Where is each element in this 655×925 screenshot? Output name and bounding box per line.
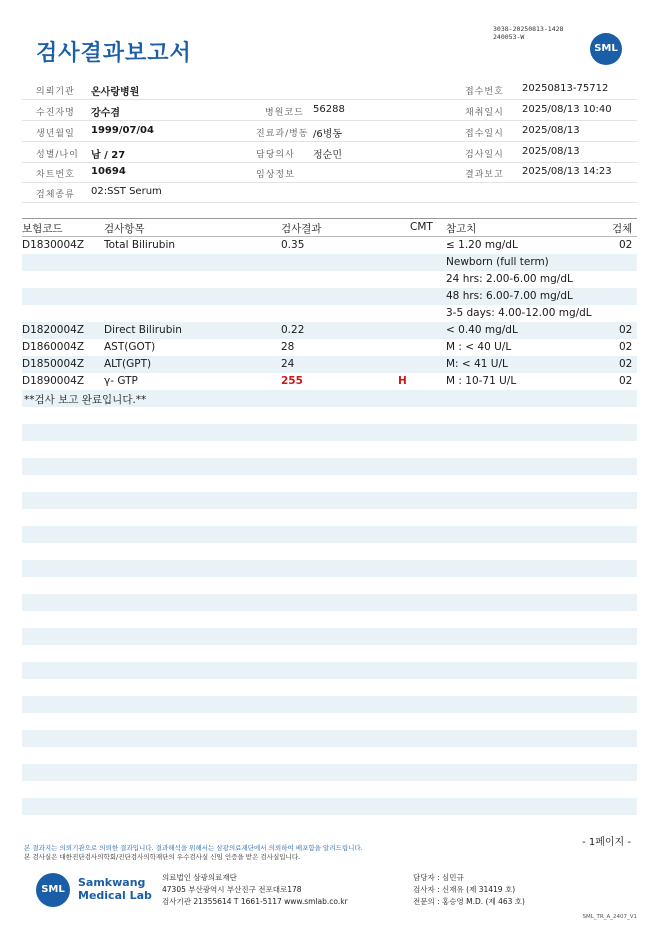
empty-row [22,526,637,543]
table-row [22,373,637,390]
completion-note: **검사 보고 완료입니다.** [24,394,147,406]
info-label: 임상정보 [256,170,295,180]
empty-row [22,458,637,475]
company-name [78,876,152,902]
info-value: 02:SST Serum [91,186,162,197]
info-value: 강수겸 [91,108,120,119]
info-label: 의뢰기관 [36,87,75,97]
table-row [22,271,637,288]
cell-reference: 3-5 days: 4.00-12.00 mg/dL [446,307,592,319]
empty-row [22,628,637,645]
info-value: 정순민 [313,150,342,161]
info-row [22,121,637,142]
info-label: 결과보고 [465,170,504,180]
column-header-reference: 참고치 [446,223,477,235]
cell-reference: 48 hrs: 6.00-7.00 mg/dL [446,290,573,302]
empty-row [22,560,637,577]
cell-cmt-flag: H [398,375,407,387]
cell-reference: < 0.40 mg/dL [446,324,518,336]
info-label: 차트번호 [36,170,75,180]
cell-item: Direct Bilirubin [104,324,182,336]
document-code-line-2: 240053-W [493,33,525,41]
cell-specimen: 02 [619,341,633,353]
page-title: 검사결과보고서 [36,41,192,66]
cell-reference: ≤ 1.20 mg/dL [446,239,518,251]
empty-row [22,424,637,441]
info-value: 남 / 27 [91,150,126,161]
info-row [22,162,637,183]
cell-result: 0.22 [281,324,305,336]
column-header-specimen: 검체 [612,223,633,235]
cell-specimen: 02 [619,375,633,387]
info-label: 성별/나이 [36,150,79,160]
sml-logo-icon: SML [36,873,70,907]
cell-item: γ- GTP [104,375,138,387]
column-header-cmt: CMT [410,221,433,233]
cell-reference: M : < 40 U/L [446,341,512,353]
cell-reference: M: < 41 U/L [446,358,508,370]
info-label: 병원코드 [265,108,304,118]
info-row [22,182,637,203]
table-row [22,339,637,356]
org-address: 47305 부산광역시 부산진구 전포대로178 [162,885,302,894]
cell-reference: Newborn (full term) [446,256,549,268]
info-row [22,79,637,100]
info-row [22,100,637,121]
info-label: 접수일시 [465,129,504,139]
org-name: 의료법인 삼광의료재단 [162,873,237,882]
completion-row [22,390,637,407]
table-row [22,322,637,339]
info-value: 2025/08/13 14:23 [522,166,612,177]
info-value: 56288 [313,104,345,115]
staff-specialist: 전문의 : 홍승영 M.D. (제 463 호) [413,897,525,906]
cell-item: Total Bilirubin [104,239,176,251]
document-code-line-1: 3038-20250813-1428 [493,25,564,33]
company-name-line-2: Medical Lab [78,889,152,902]
cell-result: 0.35 [281,239,305,251]
info-label: 검사일시 [465,150,504,160]
cell-code: D1850004Z [22,358,85,370]
footer-accreditation: 본 검사실은 대한진단검사의학회/진단검사의학재단의 우수검사실 신임 인증을 받은 검사실입니다. [24,853,301,861]
column-header-code: 보험코드 [22,223,63,235]
cell-code: D1890004Z [22,375,85,387]
info-row [22,142,637,163]
info-value: 20250813-75712 [522,83,609,94]
info-label: 진료과/병동 [256,129,309,139]
empty-row [22,492,637,509]
empty-row [22,594,637,611]
cell-result: 24 [281,358,295,370]
results-table-header [22,218,637,237]
cell-item: ALT(GPT) [104,358,152,370]
info-value: /6병동 [313,129,343,140]
cell-code: D1830004Z [22,239,85,251]
info-label: 검체종류 [36,190,75,200]
cell-result-high: 255 [281,375,303,387]
empty-row [22,730,637,747]
form-code: SML_TR_A_2407_V1 [582,914,637,920]
info-label: 접수번호 [465,87,504,97]
org-contact: 검사기관 21355614 T 1661-5117 www.smlab.co.kr [162,897,348,906]
column-header-item: 검사항목 [104,223,145,235]
info-value: 2025/08/13 [522,146,580,157]
cell-code: D1860004Z [22,341,85,353]
column-header-result: 검사결과 [281,223,322,235]
company-name-line-1: Samkwang [78,876,146,889]
staff-manager: 담당자 : 심민규 [413,873,464,882]
info-value: 2025/08/13 [522,125,580,136]
empty-row [22,696,637,713]
document-code [493,25,563,41]
table-row [22,288,637,305]
empty-row [22,798,637,815]
cell-result: 28 [281,341,295,353]
empty-row [22,764,637,781]
table-row [22,356,637,373]
table-row [22,237,637,254]
cell-specimen: 02 [619,239,633,251]
cell-reference: 24 hrs: 2.00-6.00 mg/dL [446,273,573,285]
info-label: 수진자명 [36,108,75,118]
footer-notice: 본 결과지는 의뢰기관으로 의뢰한 결과입니다. 결과해석을 위해서는 삼광의료재단에서 의뢰하여 배포함을 알려드립니다. [24,844,363,852]
cell-specimen: 02 [619,324,633,336]
cell-code: D1820004Z [22,324,85,336]
cell-reference: M : 10-71 U/L [446,375,517,387]
info-value: 2025/08/13 10:40 [522,104,612,115]
staff-tester: 검사자 : 신재유 (제 31419 호) [413,885,516,894]
sml-logo-icon: SML [590,33,622,65]
cell-specimen: 02 [619,358,633,370]
table-row [22,305,637,322]
empty-row [22,662,637,679]
info-label: 채취일시 [465,108,504,118]
info-value: 1999/07/04 [91,125,154,136]
info-label: 생년월일 [36,129,75,139]
table-row [22,254,637,271]
cell-item: AST(GOT) [104,341,156,353]
info-label: 담당의사 [256,150,295,160]
page-number: - 1페이지 - [582,837,631,848]
info-value: 10694 [91,166,126,177]
info-value: 온사랑병원 [91,87,140,98]
